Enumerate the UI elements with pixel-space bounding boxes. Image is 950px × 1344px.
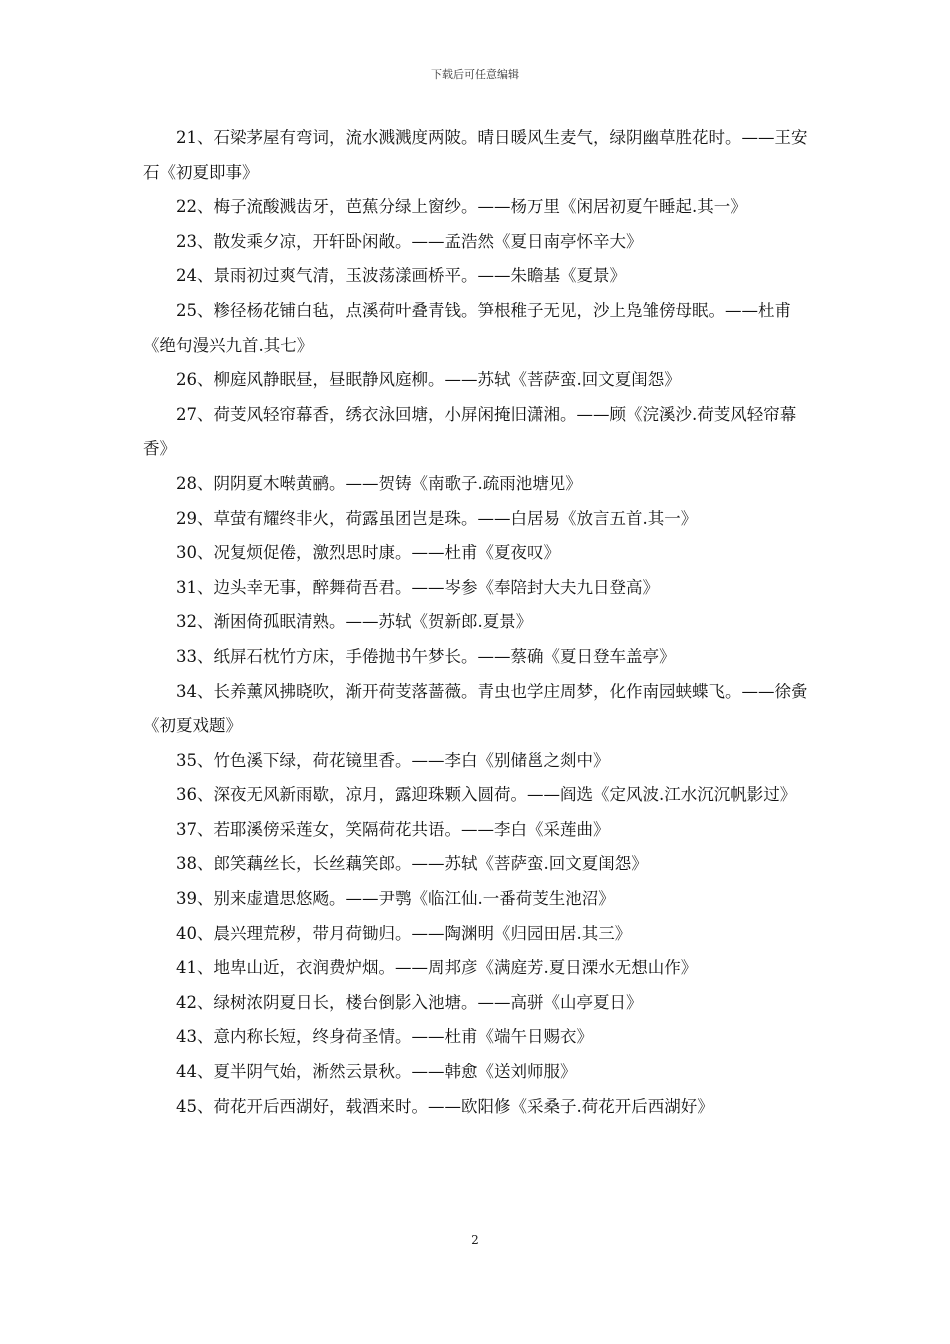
- entry-number: 41: [176, 958, 197, 978]
- poem-list: [143, 121, 809, 1124]
- entry-number: 27: [176, 404, 197, 424]
- poem-entry-28: 28、阴阴夏木啭黄鹂。——贺铸《南歌子.疏雨池塘见》: [176, 473, 582, 493]
- entry-number: 43: [176, 1027, 197, 1047]
- entry-text: 石梁茅屋有弯词，流水溅溅度两陂。晴日暖风生麦气，绿阴幽草胜花时。——王安石《初夏即事》: [143, 128, 808, 182]
- poem-entry-22: 22、梅子流酸溅齿牙，芭蕉分绿上窗纱。——杨万里《闲居初夏午睡起.其一》: [176, 197, 747, 217]
- entry-text: 荷芰风轻帘幕香，绣衣泳回塘，小屏闲掩旧潇湘。——顾《浣溪沙.荷芰风轻帘幕香》: [143, 404, 797, 459]
- entry-text: 边头幸无事，醉舞荷吾君。——岑参《奉陪封大夫九日登高》: [213, 577, 659, 597]
- entry-text: 长养薰风拂晓吹，渐开荷芰落蔷薇。青虫也学庄周梦，化作南园蛱蝶飞。——徐夤《初夏戏题》: [143, 681, 808, 736]
- entry-text: 糁径杨花铺白毡，点溪荷叶叠青钱。笋根稚子无见，沙上凫雏傍母眠。——杜甫《绝句漫兴九首.其七》: [143, 300, 791, 355]
- poem-entry-30: 30、况复烦促倦，激烈思时康。——杜甫《夏夜叹》: [176, 543, 560, 563]
- entry-number: 35: [176, 750, 197, 770]
- poem-entry-37: 37、若耶溪傍采莲女，笑隔荷花共语。——李白《采莲曲》: [176, 819, 610, 839]
- entry-number: 31: [176, 577, 197, 597]
- entry-number: 24: [176, 266, 197, 286]
- entry-number: 34: [176, 681, 197, 701]
- entry-text: 郎笑藕丝长，长丝藕笑郎。——苏轼《菩萨蛮.回文夏闺怨》: [213, 854, 648, 874]
- entry-number: 26: [176, 370, 197, 390]
- entry-text: 柳庭风静眠昼，昼眠静风庭柳。——苏轼《菩萨蛮.回文夏闺怨》: [213, 370, 681, 390]
- poem-entry-21: 21、石梁茅屋有弯词，流水溅溅度两陂。晴日暖风生麦气，绿阴幽草胜花时。——王安石《初夏即事》: [143, 128, 808, 182]
- entry-number: 36: [176, 785, 197, 805]
- entry-number: 25: [176, 300, 197, 320]
- poem-entry-45: 45、荷花开后西湖好，载酒来时。——欧阳修《采桑子.荷花开后西湖好》: [176, 1096, 714, 1116]
- poem-entry-44: 44、夏半阴气始，淅然云景秋。——韩愈《送刘师服》: [176, 1062, 577, 1082]
- entry-text: 若耶溪傍采莲女，笑隔荷花共语。——李白《采莲曲》: [213, 819, 610, 839]
- entry-text: 绿树浓阴夏日长，楼台倒影入池塘。——高骈《山亭夏日》: [213, 992, 643, 1012]
- entry-number: 28: [176, 473, 197, 493]
- poem-entry-27: 27、荷芰风轻帘幕香，绣衣泳回塘，小屏闲掩旧潇湘。——顾《浣溪沙.荷芰风轻帘幕香》: [143, 404, 797, 459]
- poem-entry-34: 34、长养薰风拂晓吹，渐开荷芰落蔷薇。青虫也学庄周梦，化作南园蛱蝶飞。——徐夤《初夏戏题》: [143, 681, 808, 736]
- entry-number: 38: [176, 854, 197, 874]
- poem-entry-41: 41、地卑山近，衣润费炉烟。——周邦彦《满庭芳.夏日溧水无想山作》: [176, 958, 698, 978]
- entry-number: 45: [176, 1096, 197, 1116]
- poem-entry-26: 26、柳庭风静眠昼，昼眠静风庭柳。——苏轼《菩萨蛮.回文夏闺怨》: [176, 370, 681, 390]
- entry-text: 夏半阴气始，淅然云景秋。——韩愈《送刘师服》: [213, 1062, 577, 1082]
- poem-entry-40: 40、晨兴理荒秽，带月荷锄归。——陶渊明《归园田居.其三》: [176, 923, 632, 943]
- poem-entry-43: 43、意内称长短，终身荷圣情。——杜甫《端午日赐衣》: [176, 1027, 593, 1047]
- entry-number: 40: [176, 923, 197, 943]
- entry-number: 21: [176, 128, 197, 147]
- entry-text: 草萤有耀终非火，荷露虽团岂是珠。——白居易《放言五首.其一》: [213, 508, 698, 528]
- poem-entry-35: 35、竹色溪下绿，荷花镜里香。——李白《别储邕之剡中》: [176, 750, 610, 770]
- entry-text: 晨兴理荒秽，带月荷锄归。——陶渊明《归园田居.其三》: [213, 923, 632, 943]
- poem-entry-23: 23、散发乘夕凉，开轩卧闲敞。——孟浩然《夏日南亭怀辛大》: [176, 231, 643, 251]
- entry-number: 44: [176, 1062, 197, 1082]
- poem-entry-31: 31、边头幸无事，醉舞荷吾君。——岑参《奉陪封大夫九日登高》: [176, 577, 659, 597]
- poem-entry-25: 25、糁径杨花铺白毡，点溪荷叶叠青钱。笋根稚子无见，沙上凫雏傍母眠。——杜甫《绝句漫兴九首.其七》: [143, 300, 791, 355]
- entry-text: 散发乘夕凉，开轩卧闲敞。——孟浩然《夏日南亭怀辛大》: [213, 231, 643, 251]
- entry-text: 别来虚遣思悠飏。——尹鹗《临江仙.一番荷芰生池沼》: [213, 889, 615, 909]
- entry-text: 渐困倚孤眠清熟。——苏轼《贺新郎.夏景》: [213, 612, 533, 632]
- entry-number: 30: [176, 543, 197, 563]
- entry-text: 深夜无风新雨歇，凉月，露迎珠颗入圆荷。——阎选《定风波.江水沉沉帆影过》: [213, 785, 797, 805]
- entry-text: 竹色溪下绿，荷花镜里香。——李白《别储邕之剡中》: [213, 750, 610, 770]
- entry-number: 32: [176, 612, 197, 632]
- entry-number: 37: [176, 819, 197, 839]
- entry-number: 39: [176, 889, 197, 909]
- poem-entry-24: 24、景雨初过爽气清，玉波荡漾画桥平。——朱瞻基《夏景》: [176, 266, 626, 286]
- poem-entry-36: 36、深夜无风新雨歇，凉月，露迎珠颗入圆荷。——阎选《定风波.江水沉沉帆影过》: [176, 785, 797, 805]
- poem-entry-32: 32、渐困倚孤眠清熟。——苏轼《贺新郎.夏景》: [176, 612, 533, 632]
- entry-text: 意内称长短，终身荷圣情。——杜甫《端午日赐衣》: [213, 1027, 593, 1047]
- poem-entry-39: 39、别来虚遣思悠飏。——尹鹗《临江仙.一番荷芰生池沼》: [176, 889, 615, 909]
- entry-text: 阴阴夏木啭黄鹂。——贺铸《南歌子.疏雨池塘见》: [213, 473, 582, 493]
- poem-entry-38: 38、郎笑藕丝长，长丝藕笑郎。——苏轼《菩萨蛮.回文夏闺怨》: [176, 854, 648, 874]
- entry-text: 荷花开后西湖好，载酒来时。——欧阳修《采桑子.荷花开后西湖好》: [213, 1096, 714, 1116]
- entry-number: 22: [176, 197, 197, 217]
- entry-number: 29: [176, 508, 197, 528]
- entry-text: 梅子流酸溅齿牙，芭蕉分绿上窗纱。——杨万里《闲居初夏午睡起.其一》: [213, 197, 747, 217]
- page-number: 2: [471, 1233, 479, 1247]
- page-header: 下载后可任意编辑: [431, 68, 519, 81]
- poem-entry-29: 29、草萤有耀终非火，荷露虽团岂是珠。——白居易《放言五首.其一》: [176, 508, 698, 528]
- entry-number: 23: [176, 231, 197, 251]
- entry-text: 况复烦促倦，激烈思时康。——杜甫《夏夜叹》: [213, 543, 560, 563]
- entry-number: 42: [176, 992, 197, 1012]
- poem-entry-33: 33、纸屏石枕竹方床，手倦抛书午梦长。——蔡确《夏日登车盖亭》: [176, 646, 676, 666]
- poem-entry-42: 42、绿树浓阴夏日长，楼台倒影入池塘。——高骈《山亭夏日》: [176, 992, 643, 1012]
- entry-number: 33: [176, 646, 197, 666]
- entry-text: 景雨初过爽气清，玉波荡漾画桥平。——朱瞻基《夏景》: [213, 266, 626, 286]
- entry-text: 地卑山近，衣润费炉烟。——周邦彦《满庭芳.夏日溧水无想山作》: [213, 958, 698, 978]
- entry-text: 纸屏石枕竹方床，手倦抛书午梦长。——蔡确《夏日登车盖亭》: [213, 646, 676, 666]
